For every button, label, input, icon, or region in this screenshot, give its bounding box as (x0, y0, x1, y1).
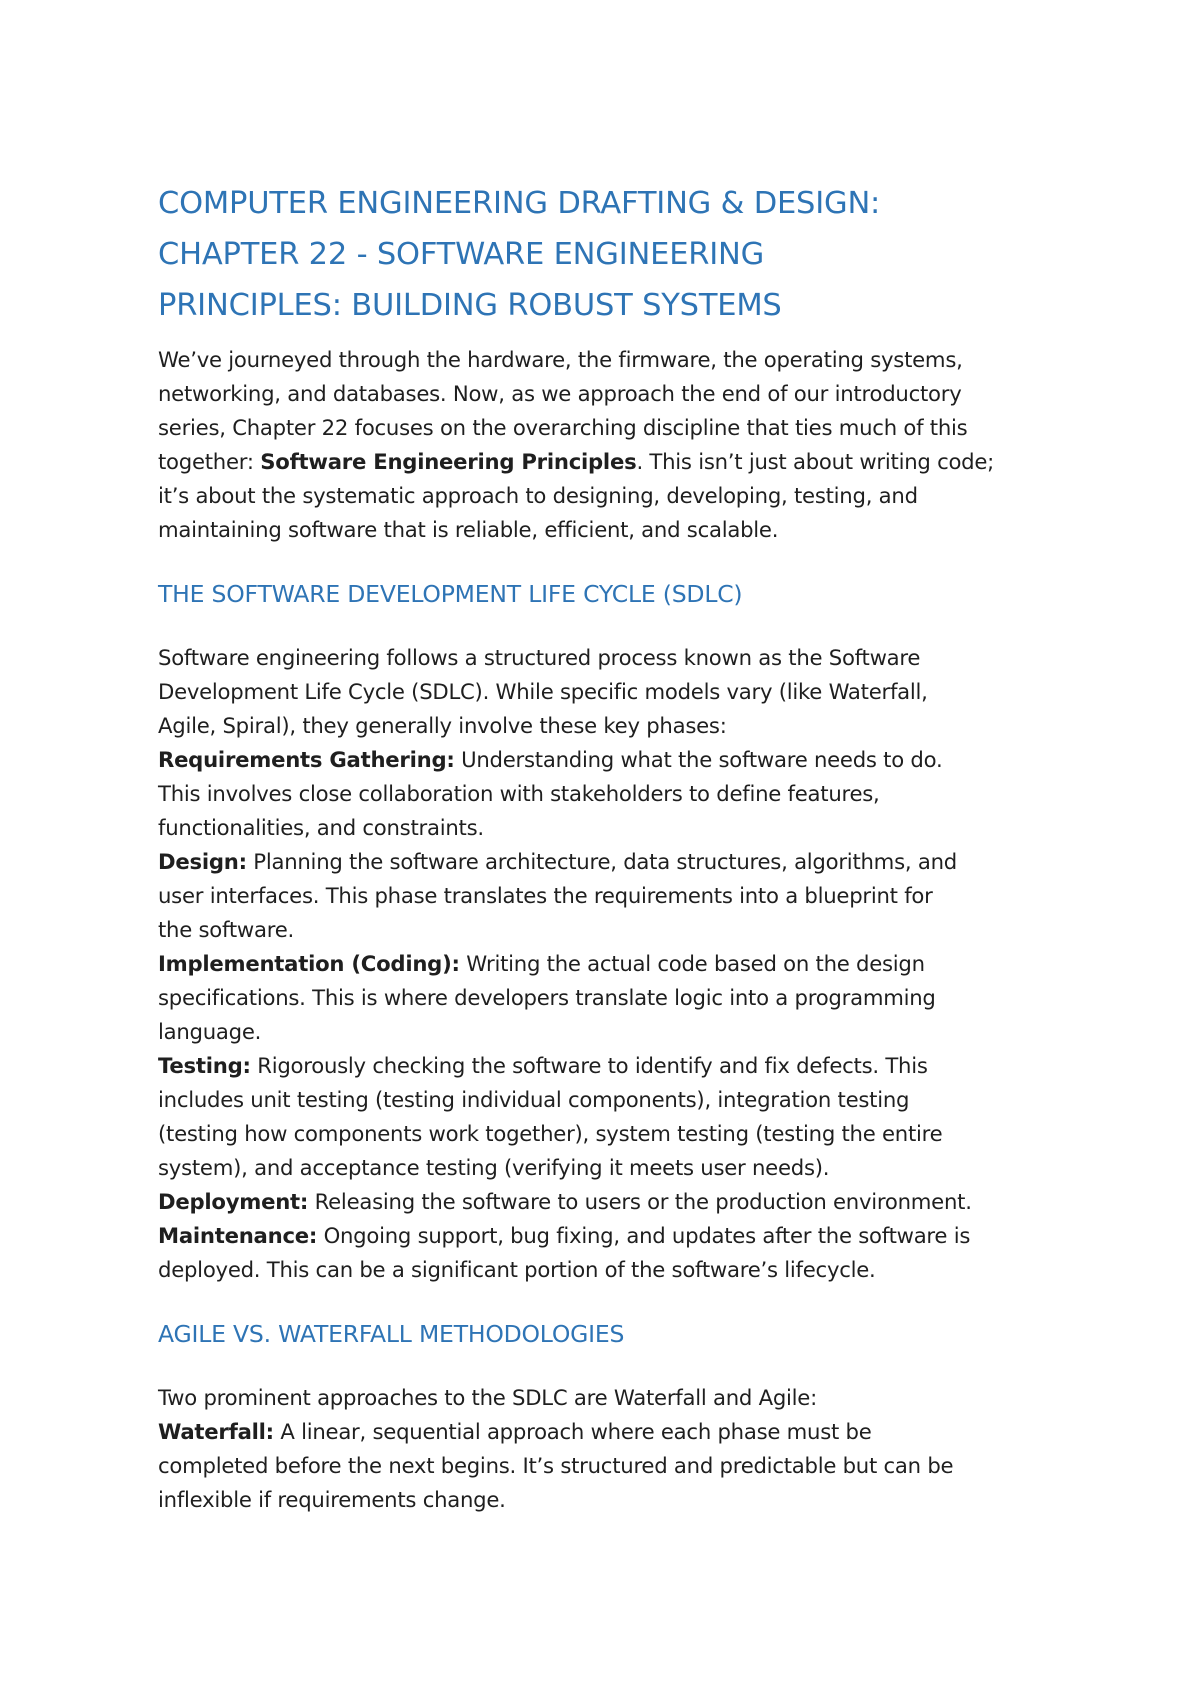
document-title (158, 178, 1058, 331)
method-text: A linear, sequential approach where each phase must be (273, 1419, 872, 1444)
phase-text: Rigorously checking the software to identify and fix defects. This (250, 1053, 928, 1078)
phase-line: system), and acceptance testing (verifying it meets user needs). (158, 1155, 830, 1180)
phase-line: deployed. This can be a significant portion of the software’s lifecycle. (158, 1257, 876, 1282)
phase-term: Design: (158, 849, 247, 874)
intro-paragraph (158, 343, 1058, 547)
method-waterfall (158, 1415, 1058, 1449)
phase-line: includes unit testing (testing individual components), integration testing (158, 1087, 910, 1112)
intro-line: networking, and databases. Now, as we approach the end of our introductory (158, 381, 962, 406)
intro-line (158, 445, 1058, 479)
sdlc-intro-line: Agile, Spiral), they generally involve these key phases: (158, 713, 727, 738)
phase-implementation (158, 947, 1058, 981)
intro-line: We’ve journeyed through the hardware, the firmware, the operating systems, (158, 347, 963, 372)
method-line: inflexible if requirements change. (158, 1487, 506, 1512)
phase-deployment (158, 1185, 1058, 1219)
phase-requirements (158, 743, 1058, 777)
phase-maintenance (158, 1219, 1058, 1253)
phase-line: user interfaces. This phase translates the requirements into a blueprint for (158, 883, 933, 908)
phase-term: Testing: (158, 1053, 251, 1078)
agile-body (158, 1381, 1058, 1517)
intro-line: it’s about the systematic approach to designing, developing, testing, and (158, 483, 918, 508)
phase-line: specifications. This is where developers translate logic into a programming (158, 985, 936, 1010)
phase-text: Planning the software architecture, data structures, algorithms, and (246, 849, 957, 874)
title-line: PRINCIPLES: BUILDING ROBUST SYSTEMS (158, 288, 782, 323)
method-term: Waterfall: (158, 1419, 274, 1444)
phase-design (158, 845, 1058, 879)
agile-intro-line: Two prominent approaches to the SDLC are Waterfall and Agile: (158, 1385, 817, 1410)
sdlc-intro-line: Development Life Cycle (SDLC). While specific models vary (like Waterfall, (158, 679, 928, 704)
intro-line: maintaining software that is reliable, efficient, and scalable. (158, 517, 779, 542)
sdlc-body (158, 641, 1058, 1287)
phase-line: functionalities, and constraints. (158, 815, 484, 840)
intro-line: series, Chapter 22 focuses on the overarching discipline that ties much of this (158, 415, 968, 440)
phase-term: Maintenance: (158, 1223, 318, 1248)
intro-line-text: together: (158, 449, 261, 474)
title-line: COMPUTER ENGINEERING DRAFTING & DESIGN: (158, 186, 881, 221)
phase-text: Understanding what the software needs to do. (454, 747, 943, 772)
method-line: completed before the next begins. It’s structured and predictable but can be (158, 1453, 954, 1478)
phase-term: Implementation (Coding): (158, 951, 460, 976)
title-line: CHAPTER 22 - SOFTWARE ENGINEERING (158, 237, 765, 272)
emphasis-term: Software Engineering Principles (260, 449, 637, 474)
phase-line: language. (158, 1019, 262, 1044)
section-heading-sdlc: THE SOFTWARE DEVELOPMENT LIFE CYCLE (SDLC) (158, 580, 743, 608)
phase-term: Requirements Gathering: (158, 747, 455, 772)
phase-line: the software. (158, 917, 294, 942)
phase-term: Deployment: (158, 1189, 309, 1214)
phase-line: (testing how components work together), system testing (testing the entire (158, 1121, 943, 1146)
intro-line-text: . This isn’t just about writing code; (636, 449, 995, 474)
phase-testing (158, 1049, 1058, 1083)
document-page (158, 178, 1058, 1517)
section-heading-agile: AGILE VS. WATERFALL METHODOLOGIES (158, 1320, 625, 1348)
phase-text: Writing the actual code based on the design (459, 951, 925, 976)
sdlc-intro-line: Software engineering follows a structured process known as the Software (158, 645, 921, 670)
phase-text: Releasing the software to users or the production environment. (308, 1189, 972, 1214)
phase-text: Ongoing support, bug fixing, and updates after the software is (317, 1223, 971, 1248)
phase-line: This involves close collaboration with stakeholders to define features, (158, 781, 880, 806)
